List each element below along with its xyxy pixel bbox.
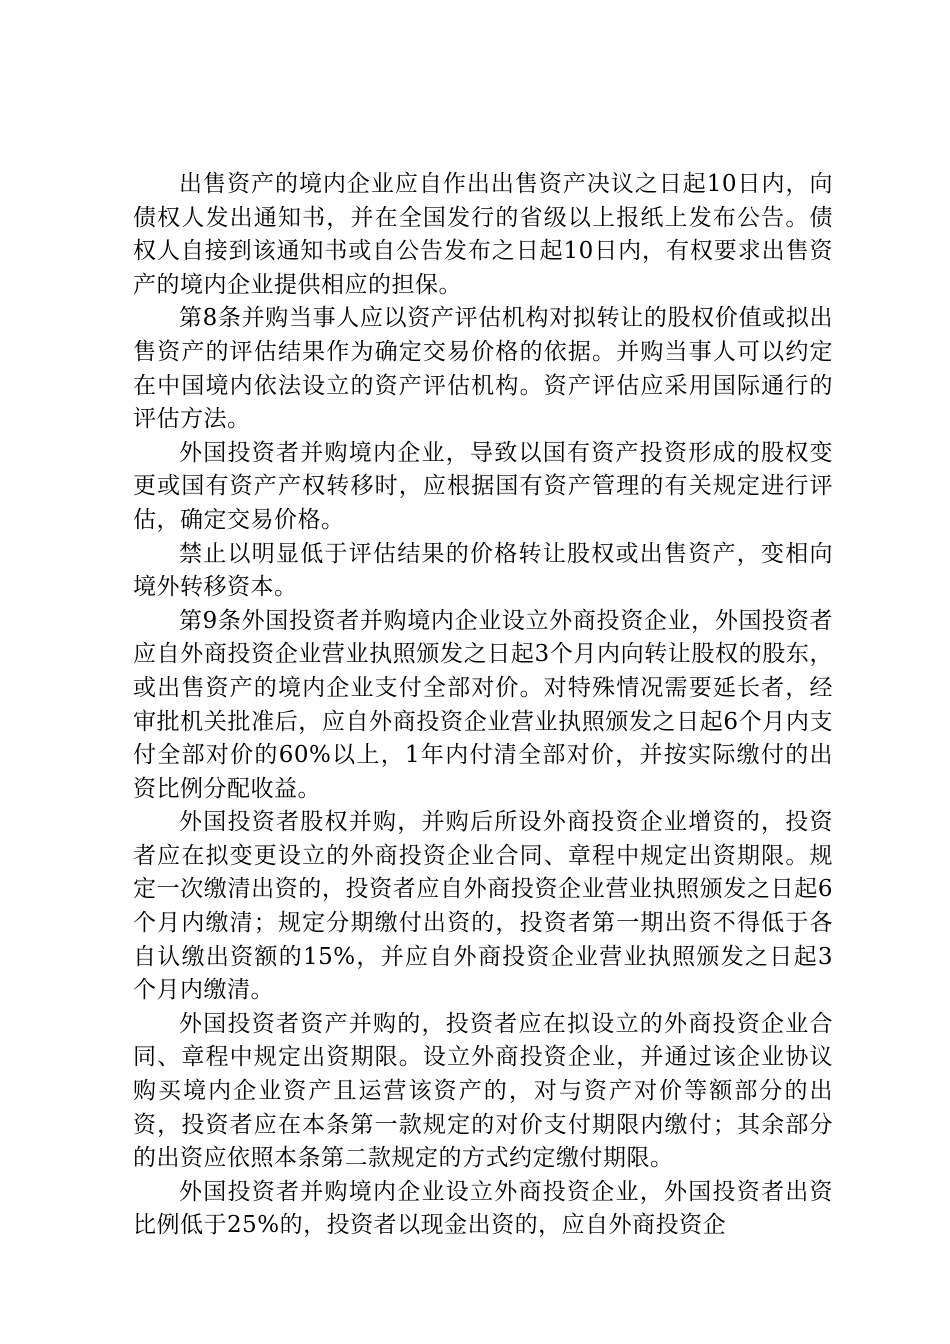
paragraph-prohibition: 禁止以明显低于评估结果的价格转让股权或出售资产，变相向境外转移资本。 <box>133 540 833 601</box>
paragraph-state-assets-valuation: 外国投资者并购境内企业，导致以国有资产投资形成的股权变更或国有资产产权转移时，应根据国有资产管理的有关规定进行评估，确定交易价格。 <box>133 439 833 533</box>
paragraph-low-ratio-contribution: 外国投资者并购境内企业设立外商投资企业，外国投资者出资比例低于25%的，投资者以现金出资的，应自外商投资企 <box>133 1178 833 1239</box>
paragraph-equity-acquisition: 外国投资者股权并购，并购后所设外商投资企业增资的，投资者应在拟变更设立的外商投资企业合同、章程中规定出资期限。规定一次缴清出资的，投资者应自外商投资企业营业执照颁发之日起6个月内缴清；规定分期缴付出资的，投资者第一期出资不得低于各自认缴出资额的15%，并应自外商投资企业营业执照颁发之日起3个月内缴清。 <box>133 809 833 1004</box>
document-body <box>133 168 833 1243</box>
paragraph-asset-sale-notice: 出售资产的境内企业应自作出出售资产决议之日起10日内，向债权人发出通知书，并在全国发行的省级以上报纸上发布公告。债权人自接到该通知书或自公告发布之日起10日内，有权要求出售资产的境内企业提供相应的担保。 <box>133 171 833 298</box>
paragraph-article-8: 第8条并购当事人应以资产评估机构对拟转让的股权价值或拟出售资产的评估结果作为确定交易价格的依据。并购当事人可以约定在中国境内依法设立的资产评估机构。资产评估应采用国际通行的评估方法。 <box>133 305 833 433</box>
paragraph-article-9: 第9条外国投资者并购境内企业设立外商投资企业，外国投资者应自外商投资企业营业执照颁发之日起3个月内向转让股权的股东，或出售资产的境内企业支付全部对价。对特殊情况需要延长者，经审批机关批准后，应自外商投资企业营业执照颁发之日起6个月内支付全部对价的60%以上，1年内付清全部对价，并按实际缴付的出资比例分配收益。 <box>133 607 833 802</box>
paragraph-asset-acquisition: 外国投资者资产并购的，投资者应在拟设立的外商投资企业合同、章程中规定出资期限。设立外商投资企业，并通过该企业协议购买境内企业资产且运营该资产的，对与资产对价等额部分的出资，投资者应在本条第一款规定的对价支付期限内缴付；其余部分的出资应依照本条第二款规定的方式约定缴付期限。 <box>133 1010 833 1172</box>
